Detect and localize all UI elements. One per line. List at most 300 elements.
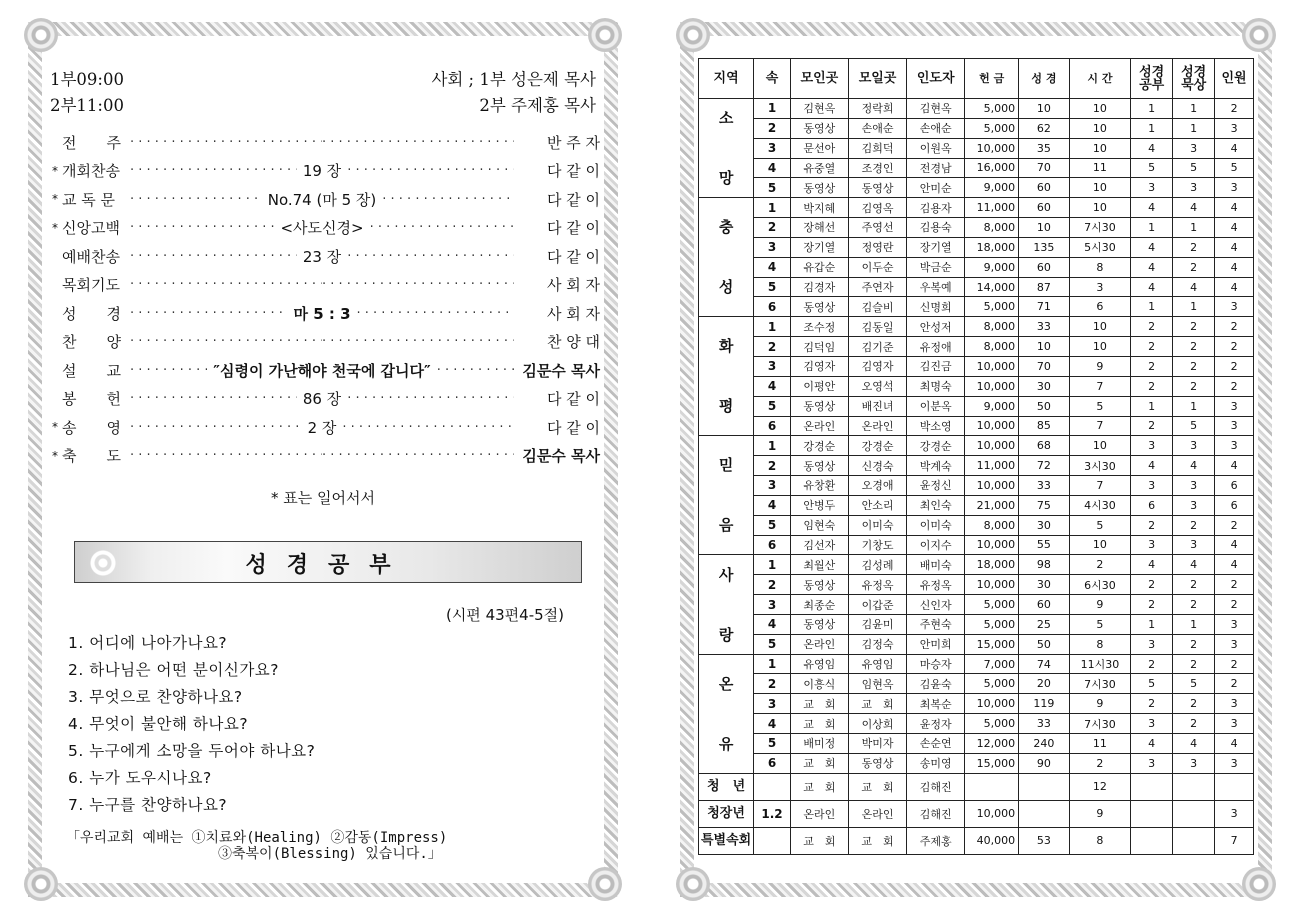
table-cell: 60	[1019, 595, 1070, 615]
cell-group-number: 4	[754, 614, 791, 634]
table-row	[699, 198, 1254, 218]
table-cell: 2	[1215, 376, 1254, 396]
cell-group-number: 6	[754, 416, 791, 436]
church-motto	[66, 830, 447, 862]
table-cell: 최복순	[907, 694, 965, 714]
cell-group-number	[754, 827, 791, 854]
column-header: 성경묵상	[1173, 59, 1215, 99]
table-cell: 4	[1131, 198, 1173, 218]
table-cell: 21,000	[965, 495, 1019, 515]
table-cell: 10,000	[965, 376, 1019, 396]
table-cell: 14,000	[965, 277, 1019, 297]
table-cell: 4	[1215, 198, 1254, 218]
table-cell: 장해선	[790, 218, 848, 238]
table-cell: 유영임	[790, 654, 848, 674]
table-cell: 교 회	[790, 827, 848, 854]
table-cell: 유갑순	[790, 257, 848, 277]
table-cell	[1019, 773, 1070, 800]
study-question: 5. 누구에게 소망을 두어야 하나요?	[68, 742, 316, 760]
cell-group-number	[754, 773, 791, 800]
table-cell: 8	[1069, 257, 1130, 277]
table-cell: 동영상	[848, 178, 906, 198]
table-cell: 4	[1131, 138, 1173, 158]
table-cell: 안성저	[907, 317, 965, 337]
table-cell: 1	[1173, 99, 1215, 119]
table-cell: 5	[1069, 515, 1130, 535]
table-cell: 주현숙	[907, 614, 965, 634]
table-cell: 유정옥	[907, 575, 965, 595]
service-time: 1부09:00	[50, 70, 124, 89]
region-name	[699, 654, 754, 773]
table-cell: 3	[1173, 495, 1215, 515]
leader-dots	[130, 360, 514, 381]
table-cell: 98	[1019, 555, 1070, 575]
table-cell: 동영상	[790, 575, 848, 595]
service-leader: 사회 ; 1부 성은제 목사	[431, 70, 596, 89]
table-cell: 최명숙	[907, 376, 965, 396]
table-cell: 3	[1131, 436, 1173, 456]
table-cell: 4시30	[1069, 495, 1130, 515]
leader-dots	[130, 189, 514, 210]
table-cell: 조경인	[848, 158, 906, 178]
table-row	[699, 237, 1254, 257]
table-row	[699, 654, 1254, 674]
table-cell: 온라인	[790, 416, 848, 436]
table-cell: 9	[1069, 356, 1130, 376]
table-cell: 주영선	[848, 218, 906, 238]
leader-dots	[130, 135, 514, 150]
column-header: 시 간	[1069, 59, 1130, 99]
table-cell: 2	[1215, 337, 1254, 357]
region-name: 청장년	[699, 800, 754, 827]
table-cell: 박지혜	[790, 198, 848, 218]
table-cell: 2	[1131, 317, 1173, 337]
table-cell: 9	[1069, 800, 1130, 827]
standing-mark: *	[52, 192, 58, 207]
table-cell: 18,000	[965, 237, 1019, 257]
table-cell: 동영상	[848, 753, 906, 773]
table-cell: 2	[1215, 356, 1254, 376]
table-cell	[1131, 827, 1173, 854]
table-row	[699, 396, 1254, 416]
table-row	[699, 614, 1254, 634]
table-row	[699, 257, 1254, 277]
table-row	[699, 218, 1254, 238]
cell-group-attendance-table	[698, 58, 1254, 855]
table-cell: 김기준	[848, 337, 906, 357]
table-cell: 4	[1173, 555, 1215, 575]
table-cell	[1173, 827, 1215, 854]
table-cell: 강경순	[790, 436, 848, 456]
table-cell: 조수정	[790, 317, 848, 337]
table-cell: 4	[1215, 555, 1254, 575]
table-row	[699, 694, 1254, 714]
table-cell: 2	[1131, 595, 1173, 615]
table-cell: 15,000	[965, 634, 1019, 654]
order-responsible: 김문수 목사	[522, 361, 600, 380]
table-cell: 5	[1131, 158, 1173, 178]
table-cell: 우복예	[907, 277, 965, 297]
table-cell: 2	[1131, 654, 1173, 674]
region-label: 믿 음	[718, 456, 734, 535]
motto-line-2: ③축복이(Blessing) 있습니다.」	[218, 846, 442, 862]
table-cell: 10	[1069, 118, 1130, 138]
bible-study-title: 성경공부	[245, 553, 411, 578]
table-cell: 신명희	[907, 297, 965, 317]
table-cell: 안병두	[790, 495, 848, 515]
table-cell: 2	[1131, 575, 1173, 595]
cell-group-number: 2	[754, 674, 791, 694]
table-cell: 50	[1019, 634, 1070, 654]
leader-dots	[130, 417, 514, 438]
table-cell: 온라인	[790, 800, 848, 827]
table-cell: 1	[1173, 396, 1215, 416]
table-cell: 10	[1069, 535, 1130, 555]
region-name	[699, 317, 754, 436]
table-cell: 3	[1215, 634, 1254, 654]
table-cell: 10	[1069, 99, 1130, 119]
leader-dots	[130, 334, 514, 349]
corner-flower-icon	[588, 867, 622, 901]
table-row	[699, 674, 1254, 694]
table-cell: 이평안	[790, 376, 848, 396]
column-header: 인원	[1215, 59, 1254, 99]
table-row	[699, 753, 1254, 773]
table-cell: 5	[1069, 396, 1130, 416]
table-cell: 35	[1019, 138, 1070, 158]
table-cell: 교 회	[790, 714, 848, 734]
order-label: 봉 헌	[62, 390, 121, 409]
cell-group-number: 5	[754, 734, 791, 754]
table-cell: 기창도	[848, 535, 906, 555]
table-cell: 10	[1019, 99, 1070, 119]
table-cell: 60	[1019, 257, 1070, 277]
study-reference: (시편 43편4-5절)	[445, 606, 564, 624]
table-cell: 12	[1069, 773, 1130, 800]
table-cell: 30	[1019, 376, 1070, 396]
table-cell: 10,000	[965, 535, 1019, 555]
table-cell: 7	[1215, 827, 1254, 854]
table-cell: 4	[1215, 138, 1254, 158]
table-cell: 3	[1131, 634, 1173, 654]
table-cell	[1131, 800, 1173, 827]
table-cell: 2	[1215, 595, 1254, 615]
table-cell: 6시30	[1069, 575, 1130, 595]
table-cell: 72	[1019, 456, 1070, 476]
table-cell: 1	[1173, 218, 1215, 238]
table-cell: 오경애	[848, 476, 906, 496]
table-cell: 9,000	[965, 178, 1019, 198]
column-header: 모일곳	[848, 59, 906, 99]
leader-dots	[130, 448, 514, 463]
order-label: 설 교	[62, 361, 121, 380]
table-cell: 2	[1215, 674, 1254, 694]
table-cell: 유중열	[790, 158, 848, 178]
region-name	[699, 99, 754, 198]
table-cell: 10,000	[965, 356, 1019, 376]
table-cell: 4	[1173, 734, 1215, 754]
table-cell: 3	[1215, 694, 1254, 714]
table-cell: 2	[1173, 515, 1215, 535]
table-cell: 3	[1069, 277, 1130, 297]
table-cell: 전경남	[907, 158, 965, 178]
order-item	[52, 214, 600, 243]
table-cell: 10,000	[965, 436, 1019, 456]
table-cell: 김선자	[790, 535, 848, 555]
table-cell: 2	[1173, 317, 1215, 337]
table-cell: 손순연	[907, 734, 965, 754]
order-label: 축 도	[62, 447, 121, 466]
table-cell: 3	[1215, 614, 1254, 634]
table-cell: 2	[1215, 515, 1254, 535]
table-cell: 8,000	[965, 337, 1019, 357]
table-cell: 김슬비	[848, 297, 906, 317]
table-cell: 교 회	[848, 773, 906, 800]
table-cell: 135	[1019, 237, 1070, 257]
table-cell: 김동일	[848, 317, 906, 337]
table-row	[699, 714, 1254, 734]
table-row	[699, 535, 1254, 555]
table-cell: 40,000	[965, 827, 1019, 854]
table-cell: 74	[1019, 654, 1070, 674]
order-item	[52, 356, 600, 385]
table-cell: 김윤숙	[907, 674, 965, 694]
region-name: 청 년	[699, 773, 754, 800]
cell-group-number: 4	[754, 495, 791, 515]
table-cell: 7	[1069, 476, 1130, 496]
corner-flower-icon	[1242, 18, 1276, 52]
table-cell: 5,000	[965, 118, 1019, 138]
table-cell: 4	[1131, 456, 1173, 476]
table-cell: 10,000	[965, 575, 1019, 595]
table-cell: 10	[1069, 138, 1130, 158]
order-item	[52, 442, 600, 471]
standing-mark: *	[52, 420, 58, 435]
cell-group-number: 3	[754, 694, 791, 714]
cell-group-number: 5	[754, 515, 791, 535]
table-cell	[965, 773, 1019, 800]
table-cell: 90	[1019, 753, 1070, 773]
table-cell: 송미영	[907, 753, 965, 773]
order-responsible: 다 같 이	[546, 190, 600, 209]
table-cell: 8,000	[965, 218, 1019, 238]
table-cell: 온라인	[848, 416, 906, 436]
table-cell: 10,000	[965, 694, 1019, 714]
table-cell: 7시30	[1069, 674, 1130, 694]
service-time: 2부11:00	[50, 96, 124, 115]
table-cell: 2	[1069, 753, 1130, 773]
table-cell: 5,000	[965, 297, 1019, 317]
order-detail: · · · ″심령이 가난해야 천국에 갑니다″	[213, 361, 431, 380]
table-row	[699, 734, 1254, 754]
table-cell: 윤정자	[907, 714, 965, 734]
left-page	[28, 22, 618, 897]
table-cell: 10	[1069, 436, 1130, 456]
region-label: 화 평	[718, 337, 734, 416]
table-cell: 4	[1173, 277, 1215, 297]
table-cell: 68	[1019, 436, 1070, 456]
column-header: 속	[754, 59, 791, 99]
table-cell: 김영자	[848, 356, 906, 376]
table-cell: 4	[1215, 734, 1254, 754]
table-cell: 8,000	[965, 515, 1019, 535]
table-row	[699, 99, 1254, 119]
order-label: 전 주	[62, 133, 121, 152]
table-cell: 김윤미	[848, 614, 906, 634]
table-cell: 김정숙	[848, 634, 906, 654]
order-detail: · · · 86 장	[302, 390, 342, 409]
table-cell: 1	[1131, 99, 1173, 119]
table-cell: 5,000	[965, 714, 1019, 734]
table-cell: 9,000	[965, 257, 1019, 277]
table-cell: 신인자	[907, 595, 965, 615]
leader-dots	[130, 388, 514, 409]
table-cell: 주연자	[848, 277, 906, 297]
table-cell: 9	[1069, 595, 1130, 615]
table-cell: 안소리	[848, 495, 906, 515]
service-leader: 2부 주제홍 목사	[479, 96, 596, 115]
cell-group-number: 1.2	[754, 800, 791, 827]
table-cell: 안미희	[907, 634, 965, 654]
standing-note: * 표는 일어서서	[271, 489, 375, 507]
region-name	[699, 198, 754, 317]
table-cell: 2	[1131, 337, 1173, 357]
table-cell: 1	[1173, 118, 1215, 138]
table-cell	[1215, 773, 1254, 800]
table-cell: 문선아	[790, 138, 848, 158]
leader-dots	[130, 160, 514, 181]
table-cell: 9	[1069, 694, 1130, 714]
cell-group-number: 6	[754, 535, 791, 555]
table-cell: 김성례	[848, 555, 906, 575]
table-row	[699, 555, 1254, 575]
table-cell: 2	[1173, 634, 1215, 654]
column-header: 모인곳	[790, 59, 848, 99]
table-cell: 6	[1131, 495, 1173, 515]
table-cell: 교 회	[790, 753, 848, 773]
table-cell: 유정애	[907, 337, 965, 357]
table-cell: 11	[1069, 734, 1130, 754]
table-cell: 3	[1131, 753, 1173, 773]
table-cell: 20	[1019, 674, 1070, 694]
table-cell: 2	[1173, 376, 1215, 396]
table-cell: 박미자	[848, 734, 906, 754]
service-times	[50, 67, 596, 119]
table-cell: 10	[1069, 317, 1130, 337]
right-page	[680, 22, 1272, 897]
table-cell: 강경순	[907, 436, 965, 456]
table-cell: 최종순	[790, 595, 848, 615]
table-cell: 2	[1173, 595, 1215, 615]
table-cell: 7시30	[1069, 714, 1130, 734]
table-cell: 5시30	[1069, 237, 1130, 257]
table-row	[699, 416, 1254, 436]
table-cell: 손애순	[907, 118, 965, 138]
cell-group-number: 6	[754, 297, 791, 317]
table-cell: 25	[1019, 614, 1070, 634]
table-cell: 김현옥	[790, 99, 848, 119]
corner-flower-icon	[24, 867, 58, 901]
corner-flower-icon	[588, 18, 622, 52]
order-responsible: 다 같 이	[546, 390, 600, 409]
table-cell: 손애순	[848, 118, 906, 138]
table-cell	[1131, 773, 1173, 800]
cell-group-number: 5	[754, 178, 791, 198]
table-cell: 2	[1215, 99, 1254, 119]
special-row	[699, 827, 1254, 854]
table-cell: 7,000	[965, 654, 1019, 674]
table-cell: 11,000	[965, 198, 1019, 218]
corner-flower-icon	[676, 18, 710, 52]
table-cell: 18,000	[965, 555, 1019, 575]
table-cell: 4	[1215, 218, 1254, 238]
table-cell: 교 회	[848, 694, 906, 714]
order-responsible: 다 같 이	[546, 418, 600, 437]
table-cell: 3	[1173, 753, 1215, 773]
table-cell: 10,000	[965, 416, 1019, 436]
order-label: 찬 양	[62, 333, 121, 352]
table-cell: 4	[1215, 535, 1254, 555]
table-cell: 배미정	[790, 734, 848, 754]
table-cell: 5	[1173, 416, 1215, 436]
table-cell: 4	[1215, 277, 1254, 297]
table-cell: 5,000	[965, 614, 1019, 634]
table-cell: 16,000	[965, 158, 1019, 178]
table-cell: 240	[1019, 734, 1070, 754]
table-cell: 10	[1069, 198, 1130, 218]
order-label: 교 독 문	[62, 190, 116, 209]
cell-group-number: 4	[754, 376, 791, 396]
table-cell: 온라인	[790, 634, 848, 654]
table-cell: 5	[1173, 158, 1215, 178]
order-detail: · · · No.74 (마 5 장)	[267, 190, 377, 209]
table-cell: 10	[1019, 337, 1070, 357]
table-cell: 2	[1069, 555, 1130, 575]
order-detail: · · · 마 5 : 3	[293, 304, 351, 323]
table-cell: 3	[1131, 714, 1173, 734]
table-row	[699, 495, 1254, 515]
cell-group-number: 2	[754, 337, 791, 357]
table-cell: 2	[1173, 714, 1215, 734]
cell-group-number: 5	[754, 634, 791, 654]
table-cell: 60	[1019, 198, 1070, 218]
study-question: 6. 누가 도우시나요?	[68, 769, 212, 787]
table-cell: 배미숙	[907, 555, 965, 575]
region-label: 온 유	[718, 674, 734, 753]
table-cell: 3	[1173, 178, 1215, 198]
table-row	[699, 297, 1254, 317]
table-cell: 3	[1173, 138, 1215, 158]
table-row	[699, 515, 1254, 535]
corner-flower-icon	[24, 18, 58, 52]
table-cell: 김현옥	[907, 99, 965, 119]
region-name	[699, 436, 754, 555]
table-cell: 70	[1019, 158, 1070, 178]
table-cell: 33	[1019, 317, 1070, 337]
table-cell: 2	[1131, 356, 1173, 376]
table-cell: 3	[1131, 535, 1173, 555]
table-cell: 마승자	[907, 654, 965, 674]
table-cell: 김진금	[907, 356, 965, 376]
table-cell: 8	[1069, 827, 1130, 854]
table-cell: 2	[1173, 356, 1215, 376]
table-cell: 2	[1131, 694, 1173, 714]
table-cell: 2	[1131, 515, 1173, 535]
table-cell: 10,000	[965, 138, 1019, 158]
region-label: 충 성	[718, 218, 734, 297]
table-cell: 이미숙	[907, 515, 965, 535]
table-cell: 5,000	[965, 99, 1019, 119]
